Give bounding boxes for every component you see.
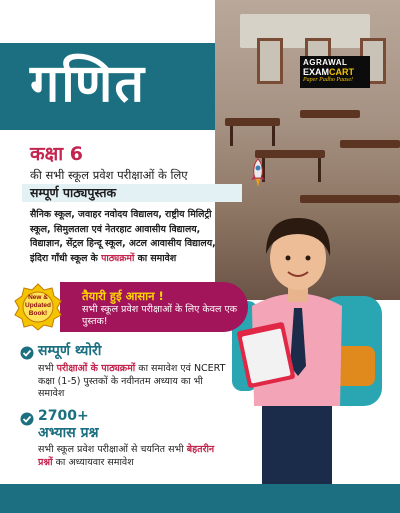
banner-heading: तैयारी हुई आसान ! — [82, 289, 164, 303]
desk-leg — [230, 126, 233, 146]
feature-questions-count: 2700+ — [38, 408, 89, 424]
book-title: गणित — [30, 54, 146, 114]
check-icon — [20, 346, 34, 360]
classroom-desk — [225, 118, 280, 126]
brand-subname: EXAMCART — [303, 67, 355, 77]
schools-list: सैनिक स्कूल, जवाहर नवोदय विद्यालय, राष्ट्रीय मिलिट्री स्कूल, सिमुलतला एवं नेतरहाट आवासीय विद्यालय, विद्याज्ञान, सेंट्रल हिन्दू स्कूल, अटल आवासीय विद्यालय, इंदिरा गाँधी स्कूल के पाठ्यक्रमों का समावेश — [30, 209, 216, 264]
classroom-window — [257, 38, 283, 84]
feature-theory-desc: सभी परीक्षाओं के पाठ्यक्रमों का समावेश एवं NCERT कक्षा (1-5) पुस्तकों के नवीनतम अध्याय का भी समावेश — [38, 363, 226, 399]
brand-tagline: Paper Padho Paase! — [303, 77, 353, 83]
student-illustration — [222, 196, 392, 496]
check-icon — [20, 412, 34, 426]
book-type: सम्पूर्ण पाठ्यपुस्तक — [30, 185, 117, 200]
feature-questions-title: अभ्यास प्रश्न — [38, 425, 99, 441]
class-heading: कक्षा 6 — [30, 143, 83, 165]
class-subtitle: की सभी स्कूल प्रवेश परीक्षाओं के लिए — [30, 168, 188, 182]
brand-logo — [300, 56, 370, 88]
brand-name: AGRAWAL — [303, 58, 348, 67]
feature-theory-title: सम्पूर्ण थ्योरी — [38, 343, 102, 359]
banner-subtext: सभी स्कूल प्रवेश परीक्षाओं के लिए केवल एक पुस्तक! — [82, 304, 238, 327]
feature-questions-desc: सभी स्कूल प्रवेश परीक्षाओं से चयनित सभी बेहतरीन प्रश्नों का अध्यायवार समावेश — [38, 444, 215, 468]
classroom-desk — [300, 110, 360, 118]
desk-leg — [318, 158, 321, 182]
badge-text: New & Updated Book! — [25, 294, 51, 317]
rocket-icon — [248, 158, 268, 188]
bottom-band — [0, 484, 400, 513]
classroom-desk — [255, 150, 325, 158]
classroom-desk — [340, 140, 400, 148]
desk-leg — [272, 126, 275, 146]
